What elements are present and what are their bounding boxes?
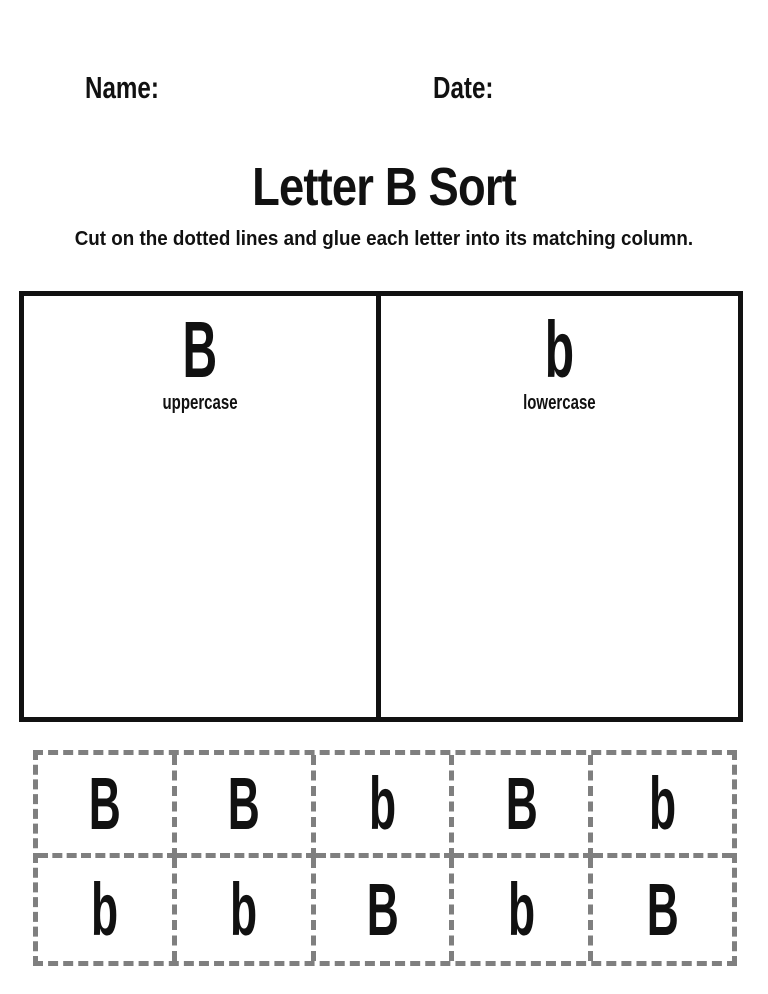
uppercase-column-label [24,392,376,415]
letter-card-r1c2 [177,755,316,858]
card-letter: B [227,762,260,845]
sort-column-lowercase [381,296,738,717]
card-letter: b [91,867,119,951]
card-letter: b [649,762,677,845]
lowercase-example-letter [381,305,738,394]
uppercase-label-text: uppercase [162,392,238,414]
instruction-text: Cut on the dotted lines and glue each letter into its matching column. [74,228,694,250]
card-letter: B [646,867,679,951]
instruction-row [0,228,768,251]
lowercase-label-text: lowercase [523,392,596,414]
lowercase-letter-glyph: b [544,305,575,394]
uppercase-letter-glyph: B [182,305,218,394]
card-letter: B [505,762,538,845]
sort-column-uppercase [24,296,381,717]
name-label: Name: [85,70,159,105]
title-row [0,156,768,218]
letter-card-r2c5 [593,858,732,961]
uppercase-example-letter [24,305,376,394]
letter-card-r1c3 [316,755,455,858]
letter-card-r2c3 [316,858,455,961]
lowercase-column-label [381,392,738,415]
letter-card-r1c5 [593,755,732,858]
card-letter: B [366,867,399,951]
letter-card-r2c1 [38,858,177,961]
card-letter: b [507,867,535,951]
date-label: Date: [433,70,494,105]
card-letter: B [88,762,121,845]
worksheet-title: Letter B Sort [252,157,516,217]
sort-table [19,291,743,722]
card-letter: b [230,867,258,951]
letter-cards-grid [33,750,737,966]
letter-card-r2c2 [177,858,316,961]
letter-card-r2c4 [454,858,593,961]
letter-card-r1c4 [454,755,593,858]
card-letter: b [368,762,397,845]
letter-card-r1c1 [38,755,177,858]
